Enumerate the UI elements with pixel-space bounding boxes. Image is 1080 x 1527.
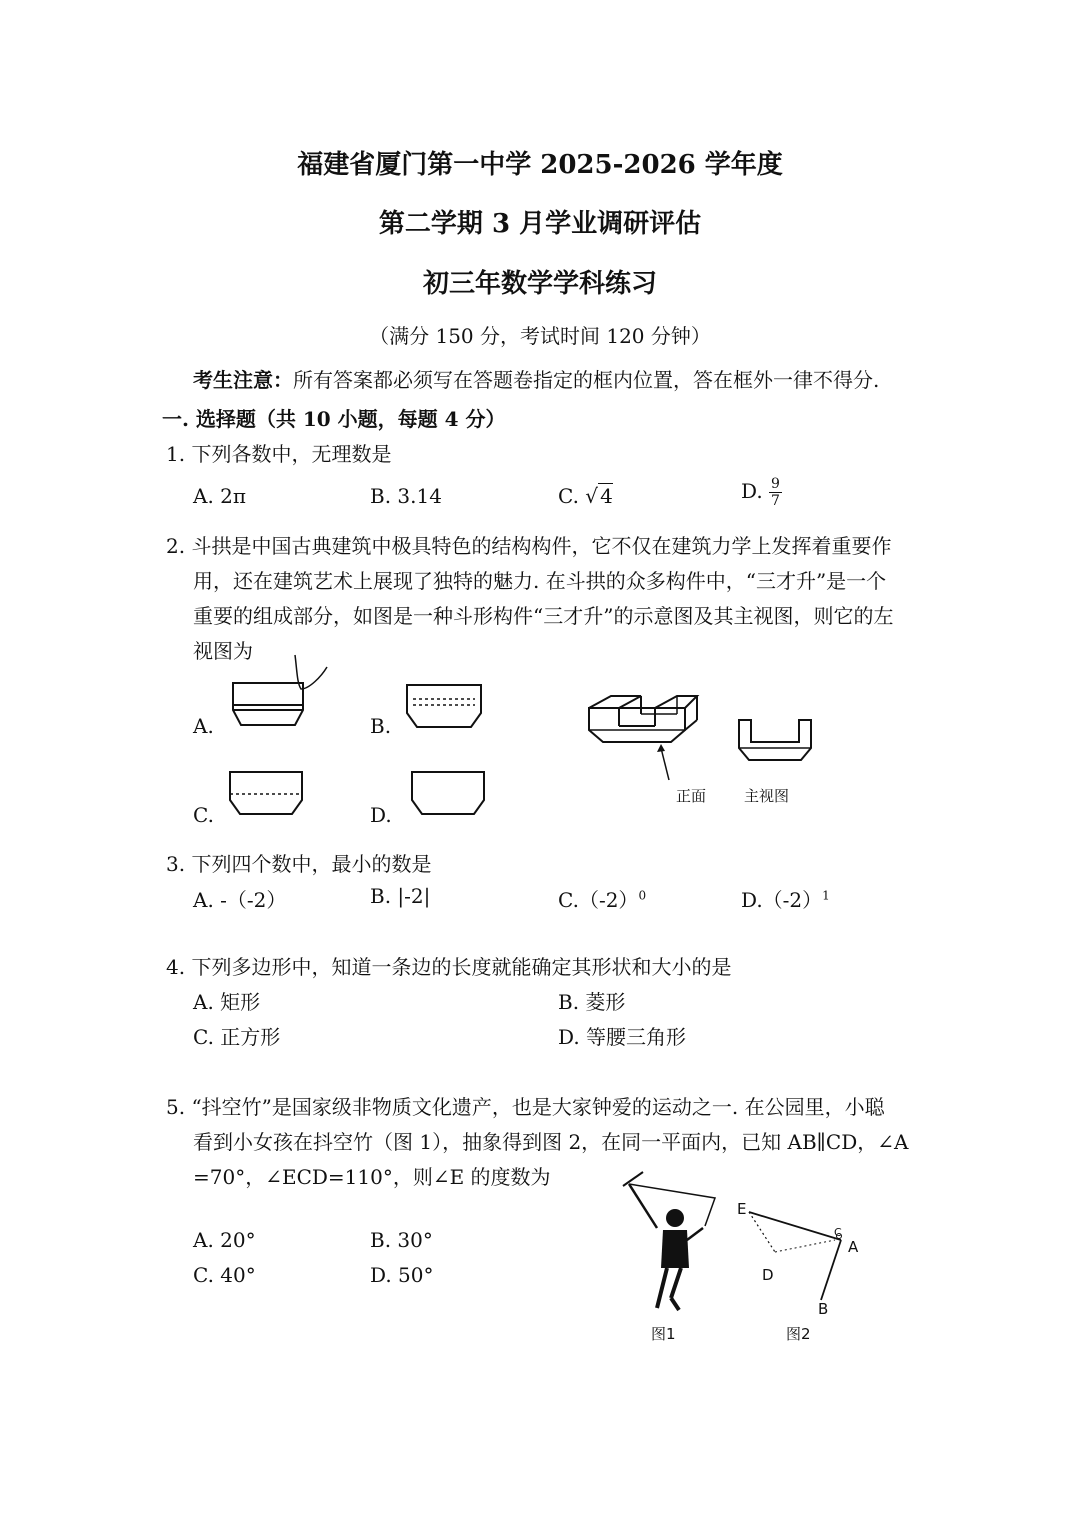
q4-option-d: D. 等腰三角形 <box>558 1025 687 1049</box>
q2-option-c-label: C. <box>193 803 214 827</box>
score-info: （满分 150 分，考试时间 120 分钟） <box>369 324 711 348</box>
q4-option-c: C. 正方形 <box>193 1025 281 1049</box>
q5-option-a: A. 20° <box>193 1228 256 1252</box>
q5-point-a: A <box>848 1238 859 1256</box>
q1-option-c-prefix: C. √ <box>558 484 599 508</box>
q2-line1: 2. 斗拱是中国古典建筑中极具特色的结构构件，它不仅在建筑力学上发挥着重要作 <box>166 534 892 558</box>
q5-point-e: E <box>737 1200 747 1218</box>
q5-line2: 看到小女孩在抖空竹（图 1），抽象得到图 2，在同一平面内，已知 AB∥CD，∠A <box>193 1130 909 1154</box>
q4-stem: 4. 下列多边形中，知道一条边的长度就能确定其形状和大小的是 <box>166 955 732 979</box>
q3-option-c <box>558 884 646 913</box>
q3-option-d <box>741 884 830 913</box>
q1-option-c <box>558 484 613 508</box>
q2-main-view-figure <box>737 718 817 768</box>
q1-option-d <box>741 476 782 509</box>
notice <box>193 364 879 393</box>
q5-figure-2-geometry <box>735 1198 865 1318</box>
q2-main-view-label: 主视图 <box>744 787 790 805</box>
q1-option-d-prefix: D. <box>741 479 763 503</box>
q1-stem: 1. 下列各数中，无理数是 <box>166 442 392 466</box>
exam-title-line1: 福建省厦门第一中学 2025-2026 学年度 <box>297 150 783 180</box>
q2-option-b-label: B. <box>370 714 392 738</box>
q5-figure-1-label: 图1 <box>651 1325 676 1343</box>
notice-text: 所有答案都必须写在答题卷指定的框内位置，答在框外一律不得分. <box>293 368 880 392</box>
q3-option-b: B. |-2| <box>370 884 431 908</box>
exam-title-line2: 第二学期 3 月学业调研评估 <box>378 209 702 239</box>
q5-point-c: C <box>834 1226 842 1239</box>
fraction-denominator: 7 <box>771 493 780 509</box>
q5-figure-1-girl <box>615 1168 725 1318</box>
q5-point-d: D <box>762 1266 774 1284</box>
q5-figure-2-label: 图2 <box>786 1325 811 1343</box>
q3-option-a: A. -（-2） <box>193 888 287 912</box>
q2-option-a-figure <box>225 645 335 715</box>
q5-line3: =70°，∠ECD=110°，则∠E 的度数为 <box>193 1165 551 1189</box>
q2-option-c-figure <box>228 770 308 820</box>
q1-option-c-radicand: 4 <box>600 484 613 508</box>
q2-option-d-figure <box>410 770 490 820</box>
q3-option-c-exponent: 0 <box>638 888 647 903</box>
q1-option-a: A. 2π <box>193 484 247 508</box>
q2-3d-figure <box>585 690 725 790</box>
q2-option-b-figure <box>405 683 485 733</box>
q4-option-b: B. 菱形 <box>558 990 626 1014</box>
q2-line2: 用，还在建筑艺术上展现了独特的魅力. 在斗拱的众多构件中，“三才升”是一个 <box>193 569 887 593</box>
notice-label: 考生注意： <box>193 368 293 392</box>
q4-option-a: A. 矩形 <box>193 990 261 1014</box>
exam-title-line3: 初三年数学学科练习 <box>422 269 657 299</box>
q2-option-d-label: D. <box>370 803 392 827</box>
q1-option-d-fraction <box>769 476 782 509</box>
q5-option-b: B. 30° <box>370 1228 433 1252</box>
q2-line4: 视图为 <box>193 639 253 663</box>
q2-front-label: 正面 <box>676 787 707 805</box>
q2-option-a-label: A. <box>193 714 214 738</box>
q3-option-c-base: C.（-2） <box>558 888 639 912</box>
q5-point-b: B <box>818 1300 829 1318</box>
section-title: 一. 选择题（共 10 小题，每题 4 分） <box>162 407 506 431</box>
q3-option-d-exponent: 1 <box>822 888 830 903</box>
q2-line3: 重要的组成部分，如图是一种斗形构件“三才升”的示意图及其主视图，则它的左 <box>193 604 894 628</box>
fraction-numerator: 9 <box>771 476 780 492</box>
q3-stem: 3. 下列四个数中，最小的数是 <box>166 852 432 876</box>
q5-option-c: C. 40° <box>193 1263 256 1287</box>
q5-line1: 5. “抖空竹”是国家级非物质文化遗产，也是大家钟爱的运动之一. 在公园里，小聪 <box>166 1095 885 1119</box>
q3-option-d-base: D.（-2） <box>741 888 823 912</box>
q1-option-b: B. 3.14 <box>370 484 442 508</box>
q5-option-d: D. 50° <box>370 1263 434 1287</box>
